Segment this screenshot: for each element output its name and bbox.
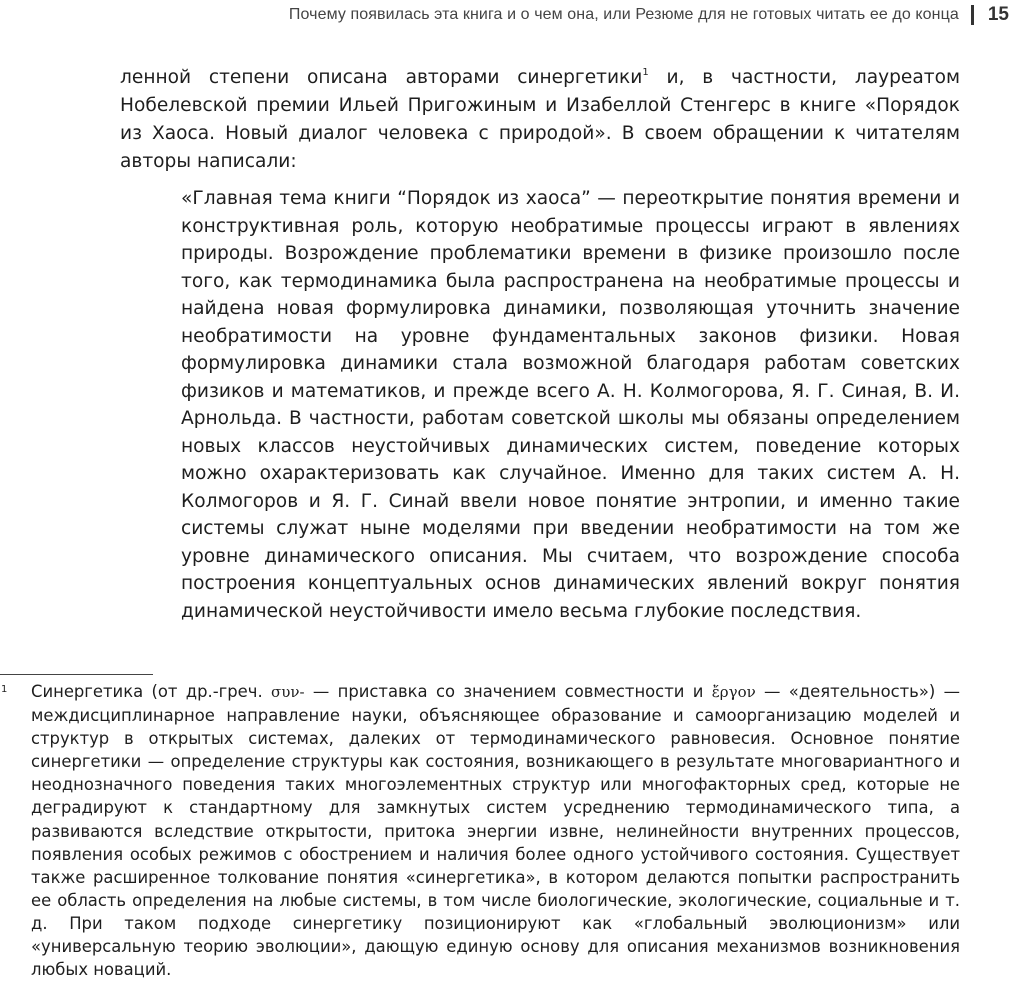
block-quote: «Главная тема книги “Порядок из хаоса” — переоткрытие понятия времени и конструктивная роль, которую необратимые процессы играют в явлениях природы. Возрождение проблематики времени в физике произошло после того, как термодинамика была распространена на необратимые процессы и найдена новая формулировка динамики, позволяющая уточнить значение необратимости на уровне фундаментальных законов физики. Новая формулировка динамики стала возможной благодаря работам советских физиков и математиков, и прежде всего А. Н. Колмогорова, Я. Г. Синая, В. И. Арнольда. В частности, работам советской школы мы обязаны определением новых классов неустойчивых динамических систем, поведение которых можно охарактеризовать как случайное. Именно для таких систем А. Н. Колмогоров и Я. Г. Синай ввели новое понятие энтропии, и именно такие системы служат ныне моделями при введении необратимости на том же уровне динамического описания. Мы считаем, что возрождение способа построения концептуальных основ динамических явлений вокруг понятия динамической неустойчивости имело весьма глубокие последствия. (181, 188, 960, 622)
running-title: Почему появилась эта книга и о чем она, или Резюме для не готовых читать ее до конца (288, 6, 959, 23)
running-header (289, 2, 1011, 28)
footnote-part-2: — приставка со значением совместности и (304, 682, 712, 701)
header-separator (971, 5, 974, 25)
footnote-greek-word: ἔργον (711, 683, 756, 701)
body-text-start: ленной степени описана авторами синергетики (120, 67, 643, 88)
footnote-divider (0, 674, 153, 675)
footnote-reference[interactable]: 1 (642, 67, 649, 78)
body-text-end: и, в частности, лауреатом Нобелевской премии Ильей Пригожиным и Изабеллой Стенгерс в книге «Порядок из Хаоса. Новый диалог человека с природой». В своем обращении к читателям авторы написали: (120, 67, 960, 172)
body-paragraph (120, 64, 960, 176)
footnote-part-3: — «деятельность») — междисциплинарное направление науки, объясняющее образование и самоорганизацию моделей и структур в открытых системах, далеких от термодинамического равновесия. Основное понятие синергетики — определение структуры как состояния, возникающего в результате многовариантного и неоднозначного поведения таких многоэлементных структур или многофакторных сред, которые не деградируют к стандартному для замкнутых систем усреднению термодинамического типа, а развиваются вследствие открытости, притока энергии извне, нелинейности внутренних процессов, появления особых режимов с обострением и наличия более одного устойчивого состояния. Существует также расширенное толкование понятия «синергетика», в котором делаются попытки распространить ее область определения на любые системы, в том числе биологические, экологические, социальные и т. д. При таком подходе синергетику позиционируют как «глобальный эволюционизм» или «универсальную теорию эволюции», дающую единую основу для описания механизмов возникновения любых новаций. (31, 682, 960, 980)
footnote-marker: 1 (1, 684, 8, 695)
page-number: 15 (987, 4, 1009, 25)
footnote-part-1: Синергетика (от др.-греч. (31, 682, 271, 701)
footnote-greek-prefix: συν- (271, 683, 305, 701)
footnote-text (31, 680, 960, 981)
